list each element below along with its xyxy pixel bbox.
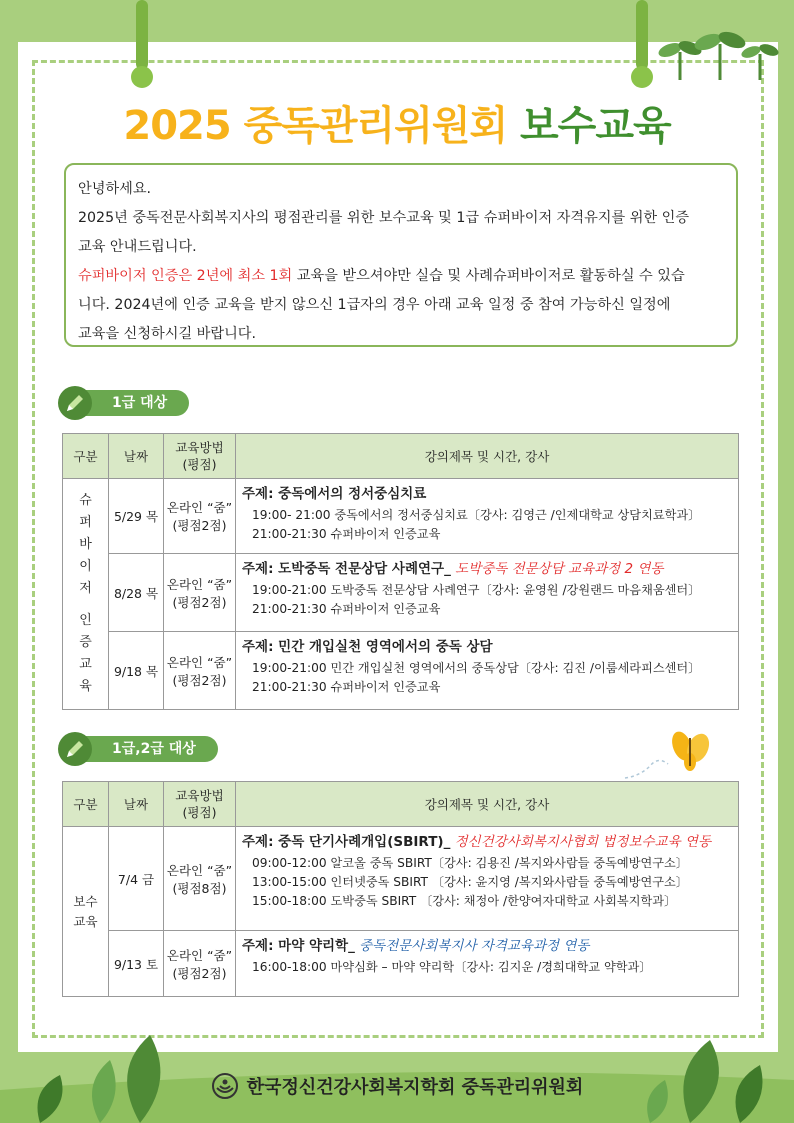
topic-cell <box>236 931 739 997</box>
header-topic: 강의제목 및 시간, 강사 <box>236 434 739 479</box>
intro-line-6: 교육을 신청하시길 바랍니다. <box>78 326 256 342</box>
topic-line: 09:00-12:00 알코올 중독 SBIRT〔강사: 김용진 /복지와사람들 중독예방연구소〕 <box>252 856 688 870</box>
section-2-label: 1급,2급 대상 <box>68 736 218 762</box>
header-method <box>164 782 236 827</box>
header-method-l2: (평점) <box>182 457 217 472</box>
topic-line: 21:00-21:30 슈퍼바이저 인증교육 <box>252 527 441 541</box>
section-1-label: 1급 대상 <box>68 390 189 416</box>
intro-line-1: 안녕하세요. <box>78 181 152 197</box>
butterfly-icon <box>620 726 715 784</box>
section-2-tag <box>58 734 218 764</box>
method-line-2: (평점8점) <box>172 880 227 896</box>
footer <box>0 1072 794 1100</box>
header-method <box>164 434 236 479</box>
topic-main: 주제: 중독 단기사례개입(SBIRT)_ <box>242 834 451 850</box>
method-line-2: (평점2점) <box>172 965 227 981</box>
section-1-tag <box>58 388 189 418</box>
header-method-l1: 교육방법 <box>175 440 224 455</box>
intro-highlight: 슈퍼바이저 인증은 2년에 최소 1회 <box>78 268 293 284</box>
category-vertical-text: 슈 퍼 바 이 저 인 증 교 육 <box>79 493 92 694</box>
pencil-icon <box>58 732 92 766</box>
method-cell <box>164 931 236 997</box>
topic-line: 15:00-18:00 도박중독 SBIRT 〔강사: 채정아 /한양여자대학교 사회복지학과〕 <box>252 894 677 908</box>
title-subject: 보수교육 <box>520 103 671 149</box>
header-date: 날짜 <box>109 434 164 479</box>
topic-line: 19:00-21:00 도박중독 전문상담 사례연구〔강사: 윤영원 /강원랜드 마음채움센터〕 <box>252 583 701 597</box>
intro-line-2: 2025년 중독전문사회복지사의 평점관리를 위한 보수교육 및 1급 슈퍼바이저 자격유지를 위한 인증 <box>78 210 690 226</box>
hanging-string-right <box>636 0 648 70</box>
topic-title <box>242 638 732 657</box>
method-cell <box>164 632 236 710</box>
topic-line: 19:00- 21:00 중독에서의 정서중심치료〔강사: 김영근 /인제대학교 상담치료학과〕 <box>252 508 701 522</box>
date-cell: 9/13 토 <box>109 931 164 997</box>
topic-cell <box>236 479 739 554</box>
topic-main: 주제: 중독에서의 정서중심치료 <box>242 486 427 502</box>
footer-organization: 한국정신건강사회복지학회 중독관리위원회 <box>246 1077 584 1098</box>
topic-cell <box>236 827 739 931</box>
topic-title <box>242 937 732 956</box>
category-text: 보수 교육 <box>73 893 98 929</box>
date-cell: 5/29 목 <box>109 479 164 554</box>
schedule-table-1 <box>62 433 739 710</box>
hanging-string-left <box>136 0 148 70</box>
method-line-2: (평점2점) <box>172 672 227 688</box>
intro-line-4-rest: 교육을 받으셔야만 실습 및 사례슈퍼바이저로 활동하실 수 있습 <box>292 268 685 284</box>
topic-link-note: 정신건강사회복지사협회 법정보수교육 연동 <box>450 834 711 850</box>
header-category: 구분 <box>63 782 109 827</box>
method-line-1: 온라인 “줌” <box>166 947 233 963</box>
intro-line-5: 니다. 2024년에 인증 교육을 받지 않으신 1급자의 경우 아래 교육 일정 중 참여 가능하신 일정에 <box>78 297 671 313</box>
method-cell <box>164 479 236 554</box>
method-line-1: 온라인 “줌” <box>166 862 233 878</box>
pencil-icon <box>58 386 92 420</box>
society-logo-icon <box>211 1072 239 1100</box>
topic-line: 21:00-21:30 슈퍼바이저 인증교육 <box>252 680 441 694</box>
header-method-l2: (평점) <box>182 805 217 820</box>
topic-line: 16:00-18:00 마약심화 – 마약 약리학〔강사: 김지운 /경희대학교 약학과〕 <box>252 960 652 974</box>
header-category: 구분 <box>63 434 109 479</box>
sprout-icon <box>650 22 780 82</box>
topic-title <box>242 833 732 852</box>
schedule-table-2 <box>62 781 739 997</box>
method-cell <box>164 827 236 931</box>
method-line-2: (평점2점) <box>172 594 227 610</box>
topic-line: 21:00-21:30 슈퍼바이저 인증교육 <box>252 602 441 616</box>
method-line-1: 온라인 “줌” <box>166 654 233 670</box>
method-line-2: (평점2점) <box>172 518 227 533</box>
topic-line: 19:00-21:00 민간 개입실천 영역에서의 중독상담〔강사: 김진 /이룸세라피스센터〕 <box>252 661 701 675</box>
topic-link-note: 중독전문사회복지사 자격교육과정 연동 <box>354 938 590 954</box>
date-cell: 8/28 목 <box>109 554 164 632</box>
topic-main: 주제: 도박중독 전문상담 사례연구_ <box>242 561 451 577</box>
intro-box <box>64 163 738 347</box>
intro-line-3: 교육 안내드립니다. <box>78 239 197 255</box>
page-title <box>0 94 794 151</box>
topic-main: 주제: 마약 약리학_ <box>242 938 355 954</box>
method-cell <box>164 554 236 632</box>
title-year: 2025 중독관리위원회 <box>123 103 508 149</box>
intro-line-4 <box>78 262 724 291</box>
category-cell <box>63 479 109 710</box>
topic-cell <box>236 554 739 632</box>
header-topic: 강의제목 및 시간, 강사 <box>236 782 739 827</box>
hanging-dot-left <box>131 66 153 88</box>
date-cell: 7/4 금 <box>109 827 164 931</box>
method-line-1: 온라인 “줌” <box>166 500 233 515</box>
header-method-l1: 교육방법 <box>175 788 224 803</box>
header-date: 날짜 <box>109 782 164 827</box>
method-line-1: 온라인 “줌” <box>166 576 233 592</box>
topic-title <box>242 560 732 579</box>
date-cell: 9/18 목 <box>109 632 164 710</box>
topic-line: 13:00-15:00 인터넷중독 SBIRT 〔강사: 윤지영 /복지와사람들 중독예방연구소〕 <box>252 875 688 889</box>
topic-cell <box>236 632 739 710</box>
topic-main: 주제: 민간 개입실천 영역에서의 중독 상담 <box>242 639 493 655</box>
topic-link-note: 도박중독 전문상담 교육과정 2 연동 <box>450 561 664 577</box>
topic-title <box>242 485 732 504</box>
category-cell <box>63 827 109 997</box>
